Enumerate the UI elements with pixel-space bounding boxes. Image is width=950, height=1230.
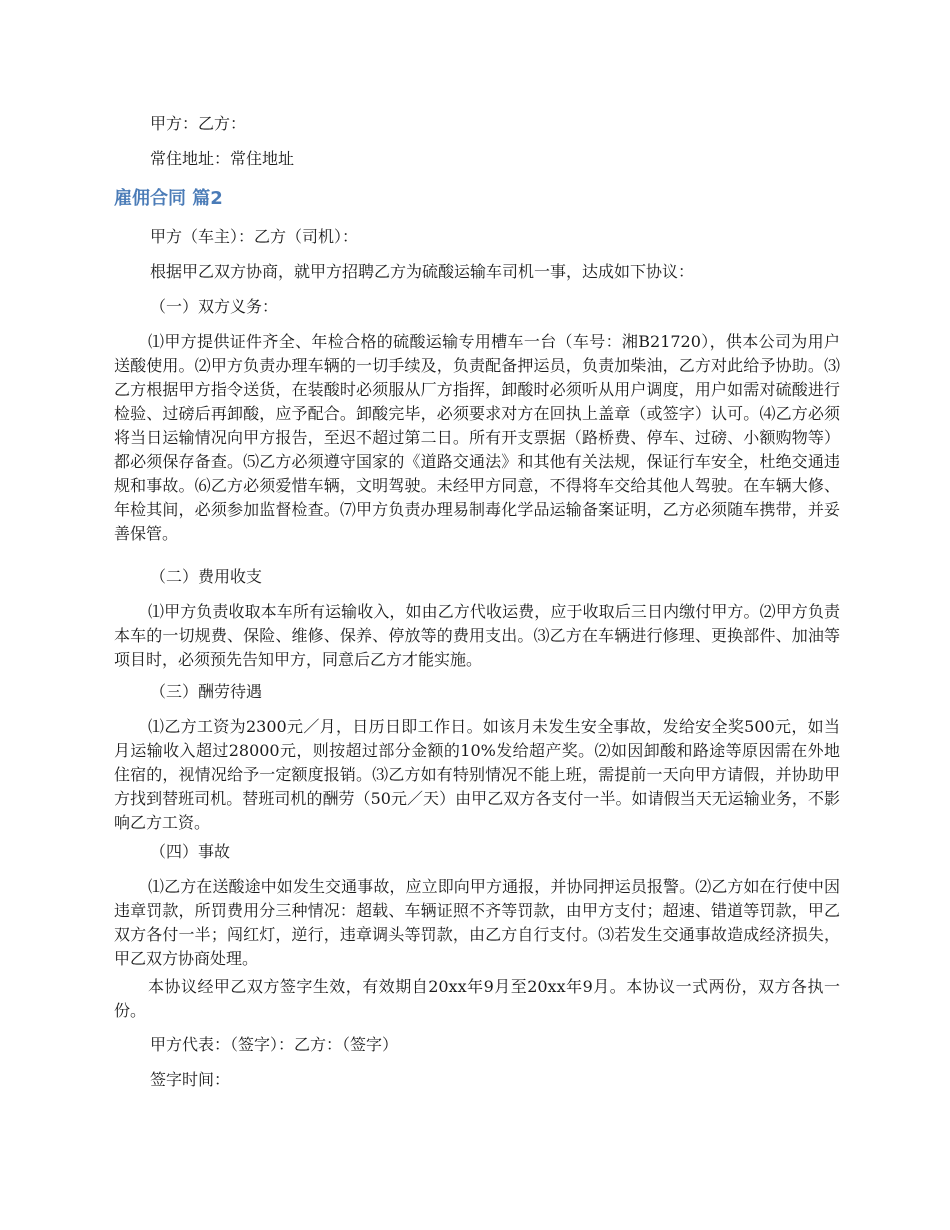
section-body-expenses: ⑴甲方负责收取本车所有运输收入，如由乙方代收运费，应于收取后三日内缴付甲方。⑵甲方负责本车的一切规费、保险、维修、保养、停放等的费用支出。⑶乙方在车辆进行修理、更换部件、加油等项目时，必须预先告知甲方，同意后乙方才能实施。 xyxy=(114,602,840,669)
section-body-obligations: ⑴甲方提供证件齐全、年检合格的硫酸运输专用槽车一台（车号：湘B21720），供本公司为用户送酸使用。⑵甲方负责办理车辆的一切手续及，负责配备押运员，负责加柴油，乙方对此给予协助。⑶乙方根据甲方指令送货，在装酸时必须服从厂方指挥，卸酸时必须听从用户调度，用户如需对硫酸进行检验、过磅后再卸酸，应予配合。卸酸完毕，必须要求对方在回执上盖章（或签字）认可。⑷乙方必须将当日运输情况向甲方报告，至迟不超过第二日。所有开支票据（路桥费、停车、过磅、小额购物等）都必须保存备查。⑸乙方必须遵守国家的《道路交通法》和其他有关法规，保证行车安全，杜绝交通违规和事故。⑹乙方必须爱惜车辆，文明驾驶。未经甲方同意，不得将车交给其他人驾驶。在车辆大修、年检其间，必须参加监督检查。⑺甲方负责办理易制毒化学品运输备案证明，乙方必须随车携带，并妥善保管。 xyxy=(114,332,840,543)
section-title-compensation: （三）酬劳待遇 xyxy=(150,682,263,701)
section-title-accidents: （四）事故 xyxy=(150,842,231,861)
signature-line: 甲方代表：（签字）：乙方：（签字） xyxy=(150,1035,399,1054)
section-body-compensation: ⑴乙方工资为2300元／月，日历日即工作日。如该月未发生安全事故，发给安全奖500元，如当月运输收入超过28000元，则按超过部分金额的10%发给超产奖。⑵如因卸酸和路途等原因需在外地住宿的，视情况给予一定额度报销。⑶乙方如有特别情况不能上班，需提前一天向甲方请假，并协助甲方找到替班司机。替班司机的酬劳（50元／天）由甲乙双方各支付一半。如请假当天无运输业务，不影响乙方工资。 xyxy=(114,717,840,832)
intro-parties-line: 甲方：乙方： xyxy=(150,114,247,133)
section-body-accidents: ⑴乙方在送酸途中如发生交通事故，应立即向甲方通报，并协同押运员报警。⑵乙方如在行使中因违章罚款，所罚费用分三种情况：超载、车辆证照不齐等罚款，由甲方支付；超速、错道等罚款，甲乙双方各付一半；闯红灯，逆行，违章调头等罚款，由乙方自行支付。⑶若发生交通事故造成经济损失，甲乙双方协商处理。 xyxy=(114,877,840,968)
contract-parties-line: 甲方（车主）：乙方（司机）： xyxy=(150,227,359,246)
contract-preamble: 根据甲乙双方协商，就甲方招聘乙方为硫酸运输车司机一事，达成如下协议： xyxy=(150,262,695,281)
section-title-obligations: （一）双方义务： xyxy=(150,297,279,316)
validity-clause: 本协议经甲乙双方签字生效，有效期自20xx年9月至20xx年9月。本协议一式两份，双方各执一份。 xyxy=(114,977,840,1020)
section-title-expenses: （二）费用收支 xyxy=(150,567,263,586)
section-heading: 雇佣合同 篇2 xyxy=(114,188,223,209)
intro-address-line: 常住地址：常住地址 xyxy=(150,149,295,168)
sign-time-line: 签字时间： xyxy=(150,1070,231,1089)
